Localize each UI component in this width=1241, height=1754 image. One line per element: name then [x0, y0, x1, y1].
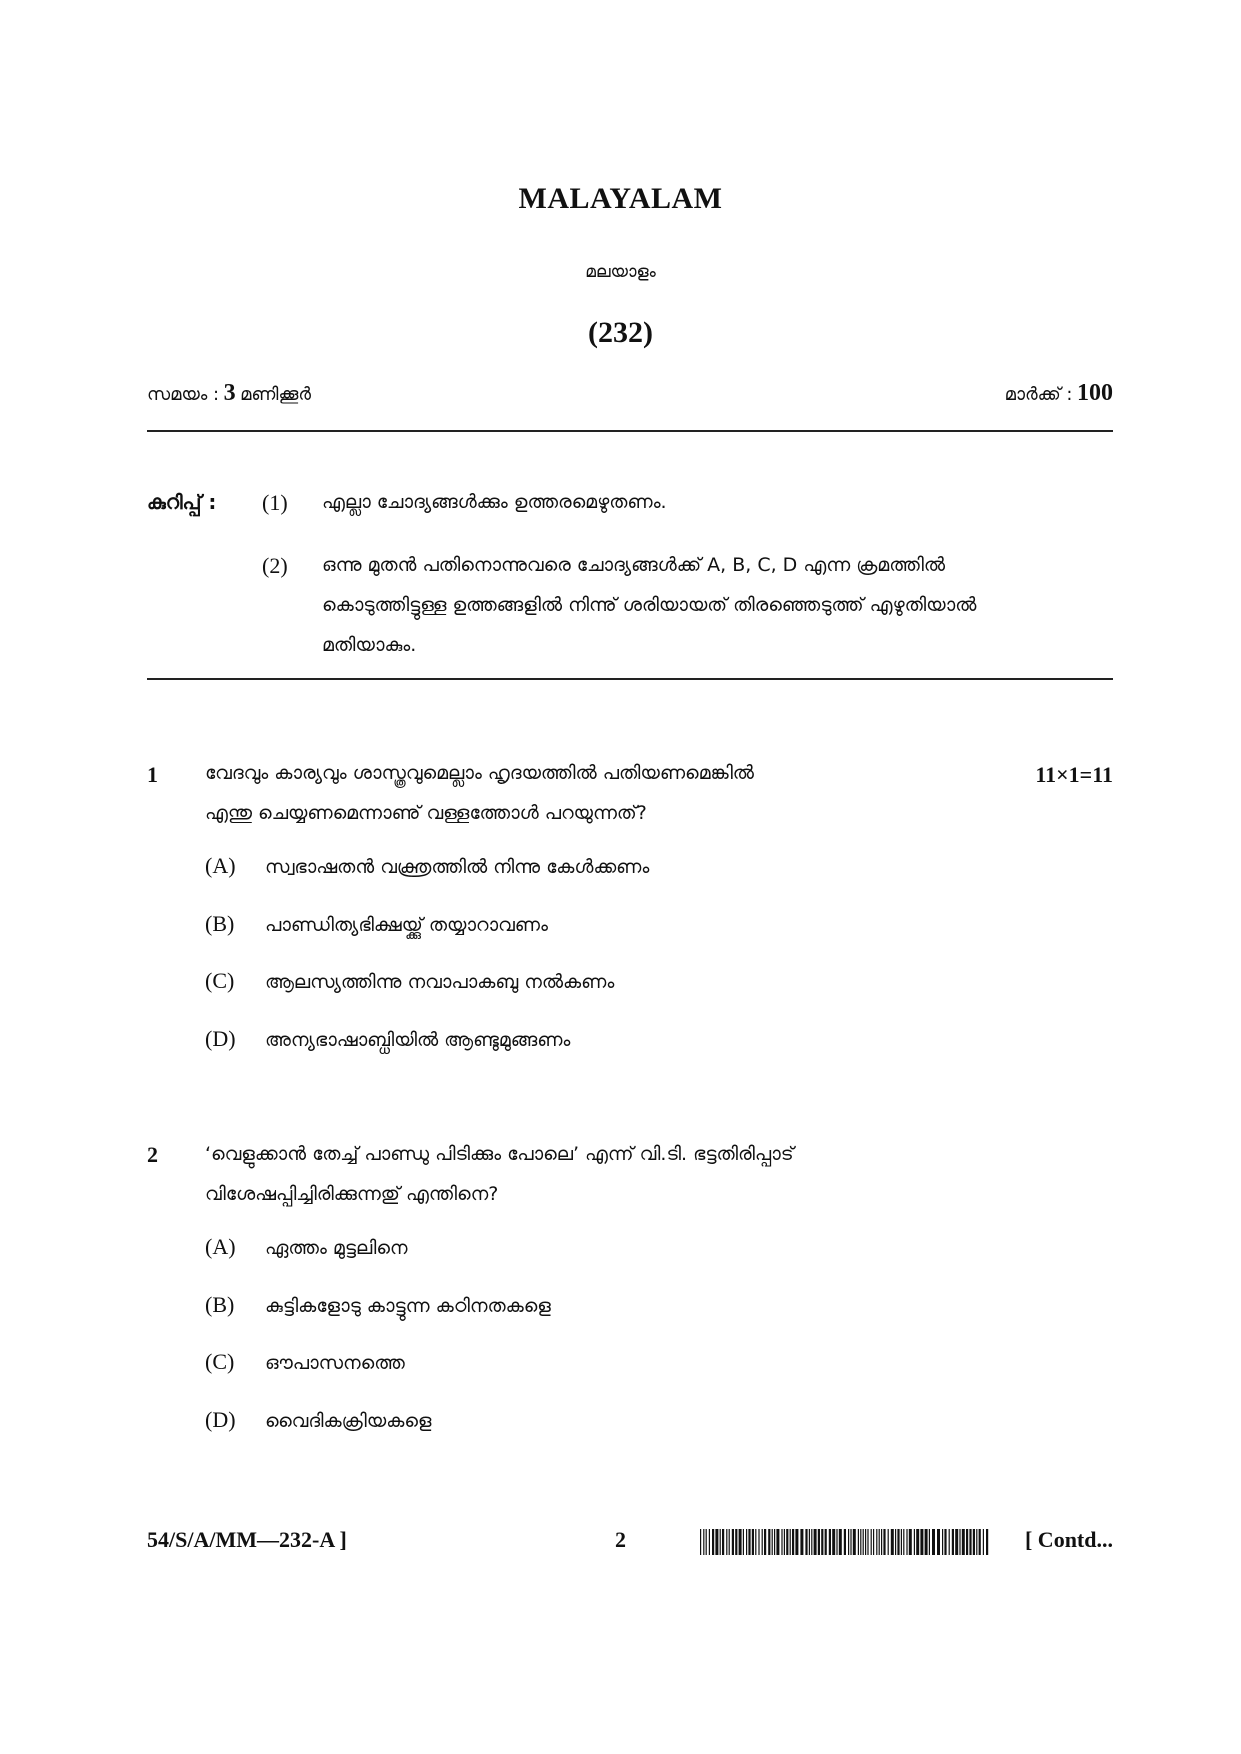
option-text: കുട്ടികളോടു കാട്ടുന്ന കഠിനതകളെ [265, 1295, 551, 1317]
paper-subtitle-malayalam: മലയാളം [585, 262, 656, 282]
footer-paper-code: 54/S/A/MM—232-A ] [147, 1527, 347, 1552]
question-number: 2 [147, 1142, 158, 1167]
note-text [322, 482, 1112, 522]
option-c [205, 1349, 405, 1389]
option-text: പാണ്ഡിത്യഭിക്ഷയ്ക്കു് തയ്യാറാവണം [265, 914, 548, 936]
note-line: എല്ലാ ചോദ്യങ്ങൾക്കും ഉത്തരമെഴുതണം. [322, 491, 667, 513]
question-text [205, 1134, 1025, 1214]
option-text: ഏത്തം മുട്ടലിനെ [265, 1237, 408, 1259]
question-line: എന്തു ചെയ്യണമെന്നാണു് വള്ളത്തോൾ പറയുന്നത്? [205, 802, 647, 824]
question-text [205, 753, 985, 833]
note-line: കൊടുത്തിട്ടുള്ള ഉത്തങ്ങളിൽ നിന്നു് ശരിയായത് തിരഞ്ഞെടുത്ത് എഴുതിയാൽ [322, 594, 977, 616]
option-text: ഔപാസനത്തെ [265, 1352, 405, 1374]
time-value: 3 [223, 380, 236, 406]
marks-value: 100 [1077, 380, 1113, 406]
option-text: ആലസ്യത്തിന്നു നവാപാകബു നൽകണം [265, 971, 615, 993]
option-a [205, 853, 649, 893]
paper-code: (232) [588, 316, 653, 349]
option-letter: (A) [205, 1234, 236, 1259]
option-d [205, 1026, 570, 1066]
option-letter: (A) [205, 853, 236, 878]
time-unit: മണിക്കൂർ [240, 384, 311, 405]
note-number: (1) [262, 490, 288, 515]
marks-info [1005, 380, 1113, 407]
option-b [205, 911, 548, 951]
page-number: 2 [615, 1527, 626, 1552]
option-d [205, 1407, 431, 1447]
option-text: വൈദികക്രിയകളെ [265, 1410, 432, 1432]
note-line: മതിയാകും. [322, 634, 417, 656]
option-b [205, 1292, 551, 1332]
option-c [205, 968, 614, 1008]
note-text [322, 545, 1112, 665]
option-letter: (B) [205, 1292, 235, 1317]
header-divider [147, 430, 1113, 432]
question-line: ‘വെളുക്കാൻ തേച്ച് പാണ്ഡു പിടിക്കും പോലെ’ എന്ന് വി.ടി. ഭട്ടതിരിപ്പാട് [205, 1143, 794, 1165]
note-number: (2) [262, 553, 288, 578]
note-line: ഒന്നു മുതൻ പതിനൊന്നുവരെ ചോദ്യങ്ങൾക്ക് A, B, C, D എന്ന ക്രമത്തിൽ [322, 554, 946, 576]
option-a [205, 1234, 408, 1274]
question-line: വേദവും കാര്യവും ശാസ്ത്രവുമെല്ലാം ഹൃദയത്തിൽ പതിയണമെങ്കിൽ [205, 762, 754, 784]
option-letter: (D) [205, 1407, 236, 1432]
question-number: 1 [147, 762, 158, 787]
option-text: അന്യഭാഷാബ്ധിയിൽ ആണ്ടുമുങ്ങണം [265, 1029, 571, 1051]
notes-divider [147, 678, 1113, 680]
continued-label: [ Contd... [1024, 1527, 1113, 1552]
marks-label: മാർക്ക് : [1004, 384, 1073, 405]
time-marks-row [147, 380, 1113, 412]
option-letter: (D) [205, 1026, 236, 1051]
paper-title: MALAYALAM [518, 182, 723, 215]
barcode-icon [700, 1529, 990, 1555]
option-text: സ്വഭാഷതൻ വക്ത്രത്തിൽ നിന്നു കേൾക്കണം [265, 856, 650, 878]
time-label: സമയം : [147, 384, 220, 405]
option-letter: (B) [205, 911, 235, 936]
question-line: വിശേഷപ്പിച്ചിരിക്കുന്നതു് എന്തിനെ? [205, 1183, 499, 1205]
option-letter: (C) [205, 968, 235, 993]
time-info [147, 380, 311, 407]
question-marks: 11×1=11 [1035, 762, 1113, 787]
option-letter: (C) [205, 1349, 235, 1374]
notes-label: കുറിപ്പ് : [147, 490, 217, 514]
